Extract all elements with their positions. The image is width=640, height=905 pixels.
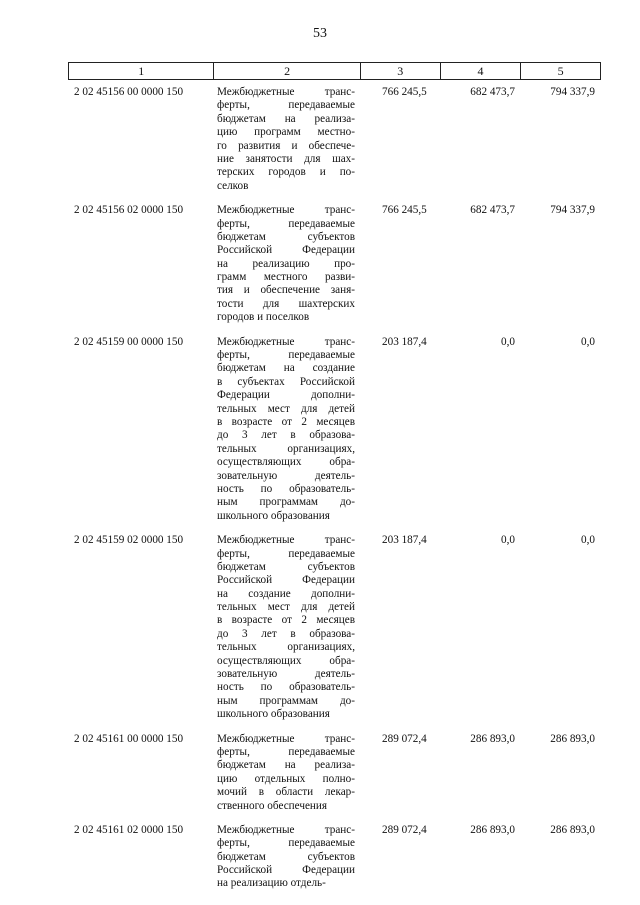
amount-col5: 0,0 <box>581 534 595 547</box>
description-line: ние занятости для шах- <box>217 152 355 165</box>
description-line: школьного образования <box>217 509 330 522</box>
description-line: в субъектах Российской <box>217 375 355 388</box>
description-line: городов и поселков <box>217 311 310 324</box>
budget-code: 2 02 45156 00 0000 150 <box>74 86 184 98</box>
description-line: бюджетам на реализа- <box>217 759 355 772</box>
description-line: Российской Федерации <box>217 864 355 877</box>
description-line: тости для шахтерских <box>217 297 355 310</box>
description-line: бюджетам на создание <box>217 362 355 375</box>
table-row <box>68 86 601 193</box>
description-line: ферты, передаваемые <box>217 99 355 112</box>
description-line: Российской Федерации <box>217 244 355 257</box>
description-line: цию отдельных полно- <box>217 772 355 785</box>
description-line: бюджетам субъектов <box>217 230 355 243</box>
amount-col4: 0,0 <box>501 534 515 547</box>
column-header-4: 4 <box>440 63 521 79</box>
description-line: Межбюджетные транс- <box>217 86 355 98</box>
description-line: на создание дополни- <box>217 587 355 600</box>
amount-col5: 286 893,0 <box>550 732 595 745</box>
description-line: ферты, передаваемые <box>217 547 355 560</box>
description-line: Межбюджетные транс- <box>217 732 355 745</box>
description <box>213 336 360 523</box>
table-body <box>68 86 601 902</box>
description-line: терских городов и по- <box>217 166 355 179</box>
table-row <box>68 534 601 721</box>
description-line: Межбюджетные транс- <box>217 534 355 547</box>
description <box>213 86 360 193</box>
description-line: селков <box>217 179 249 192</box>
amount-col4: 682 473,7 <box>470 204 515 217</box>
description-line: на реализацию про- <box>217 257 355 270</box>
description-line: го развития и обеспече- <box>217 139 355 152</box>
description-line: Межбюджетные транс- <box>217 335 355 348</box>
description-line: Межбюджетные транс- <box>217 823 355 836</box>
description-line: грамм местного разви- <box>217 271 355 284</box>
description-line: Российской Федерации <box>217 574 355 587</box>
description-line: бюджетам на реализа- <box>217 112 355 125</box>
column-header-5: 5 <box>520 63 600 79</box>
description-line: ферты, передаваемые <box>217 837 355 850</box>
table-row <box>68 733 601 813</box>
budget-code: 2 02 45159 00 0000 150 <box>74 335 184 348</box>
description-line: тельных организациях, <box>217 442 355 455</box>
description-line: ность по образователь- <box>217 482 355 495</box>
description-line: до 3 лет в образова- <box>217 429 355 442</box>
description-line: тельных организациях, <box>217 641 355 654</box>
description-line: школьного образования <box>217 708 330 721</box>
amount-col3: 203 187,4 <box>382 534 427 547</box>
amount-col4: 286 893,0 <box>470 732 515 745</box>
description-line: осуществляющих обра- <box>217 654 355 667</box>
description-line: зовательную деятель- <box>217 469 355 482</box>
amount-col5: 0,0 <box>581 335 595 348</box>
description-line: тельных мест для детей <box>217 601 355 614</box>
description-line: осуществляющих обра- <box>217 456 355 469</box>
description-line: в возрасте от 2 месяцев <box>217 614 355 627</box>
description-line: ным программам до- <box>217 694 355 707</box>
description-line: в возрасте от 2 месяцев <box>217 415 355 428</box>
amount-col4: 682 473,7 <box>470 86 515 98</box>
description-line: ственного обеспечения <box>217 799 328 812</box>
amount-col3: 289 072,4 <box>382 732 427 745</box>
description <box>213 534 360 721</box>
budget-code: 2 02 45156 02 0000 150 <box>74 204 184 217</box>
description <box>213 733 360 813</box>
description-line: бюджетам субъектов <box>217 850 355 863</box>
table-row <box>68 336 601 523</box>
description-line: ность по образователь- <box>217 681 355 694</box>
description-line: цию программ местно- <box>217 126 355 139</box>
description-line: Межбюджетные транс- <box>217 204 355 217</box>
column-header-3: 3 <box>360 63 440 79</box>
table-row <box>68 204 601 325</box>
description-line: бюджетам субъектов <box>217 560 355 573</box>
amount-col5: 794 337,9 <box>550 204 595 217</box>
budget-code: 2 02 45159 02 0000 150 <box>74 534 184 547</box>
table-header <box>68 62 601 80</box>
description-line: мочий в области лекар- <box>217 786 355 799</box>
description <box>213 824 360 891</box>
description-line: до 3 лет в образова- <box>217 627 355 640</box>
description-line: Федерации дополни- <box>217 389 355 402</box>
amount-col5: 286 893,0 <box>550 823 595 836</box>
description-line: на реализацию отдель- <box>217 877 326 890</box>
amount-col5: 794 337,9 <box>550 86 595 98</box>
table-row <box>68 824 601 891</box>
amount-col3: 766 245,5 <box>382 204 427 217</box>
amount-col3: 766 245,5 <box>382 86 427 98</box>
column-header-1: 1 <box>138 63 145 78</box>
amount-col4: 0,0 <box>501 335 515 348</box>
description-line: ным программам до- <box>217 496 355 509</box>
description-line: тельных мест для детей <box>217 402 355 415</box>
page-number: 53 <box>313 26 327 41</box>
column-header-2: 2 <box>213 63 359 79</box>
amount-col4: 286 893,0 <box>470 823 515 836</box>
amount-col3: 203 187,4 <box>382 335 427 348</box>
description-line: тия и обеспечение заня- <box>217 284 355 297</box>
budget-code: 2 02 45161 00 0000 150 <box>74 732 184 745</box>
description <box>213 204 360 325</box>
description-line: ферты, передаваемые <box>217 745 355 758</box>
amount-col3: 289 072,4 <box>382 823 427 836</box>
description-line: ферты, передаваемые <box>217 349 355 362</box>
budget-code: 2 02 45161 02 0000 150 <box>74 823 184 836</box>
description-line: зовательную деятель- <box>217 668 355 681</box>
description-line: ферты, передаваемые <box>217 217 355 230</box>
